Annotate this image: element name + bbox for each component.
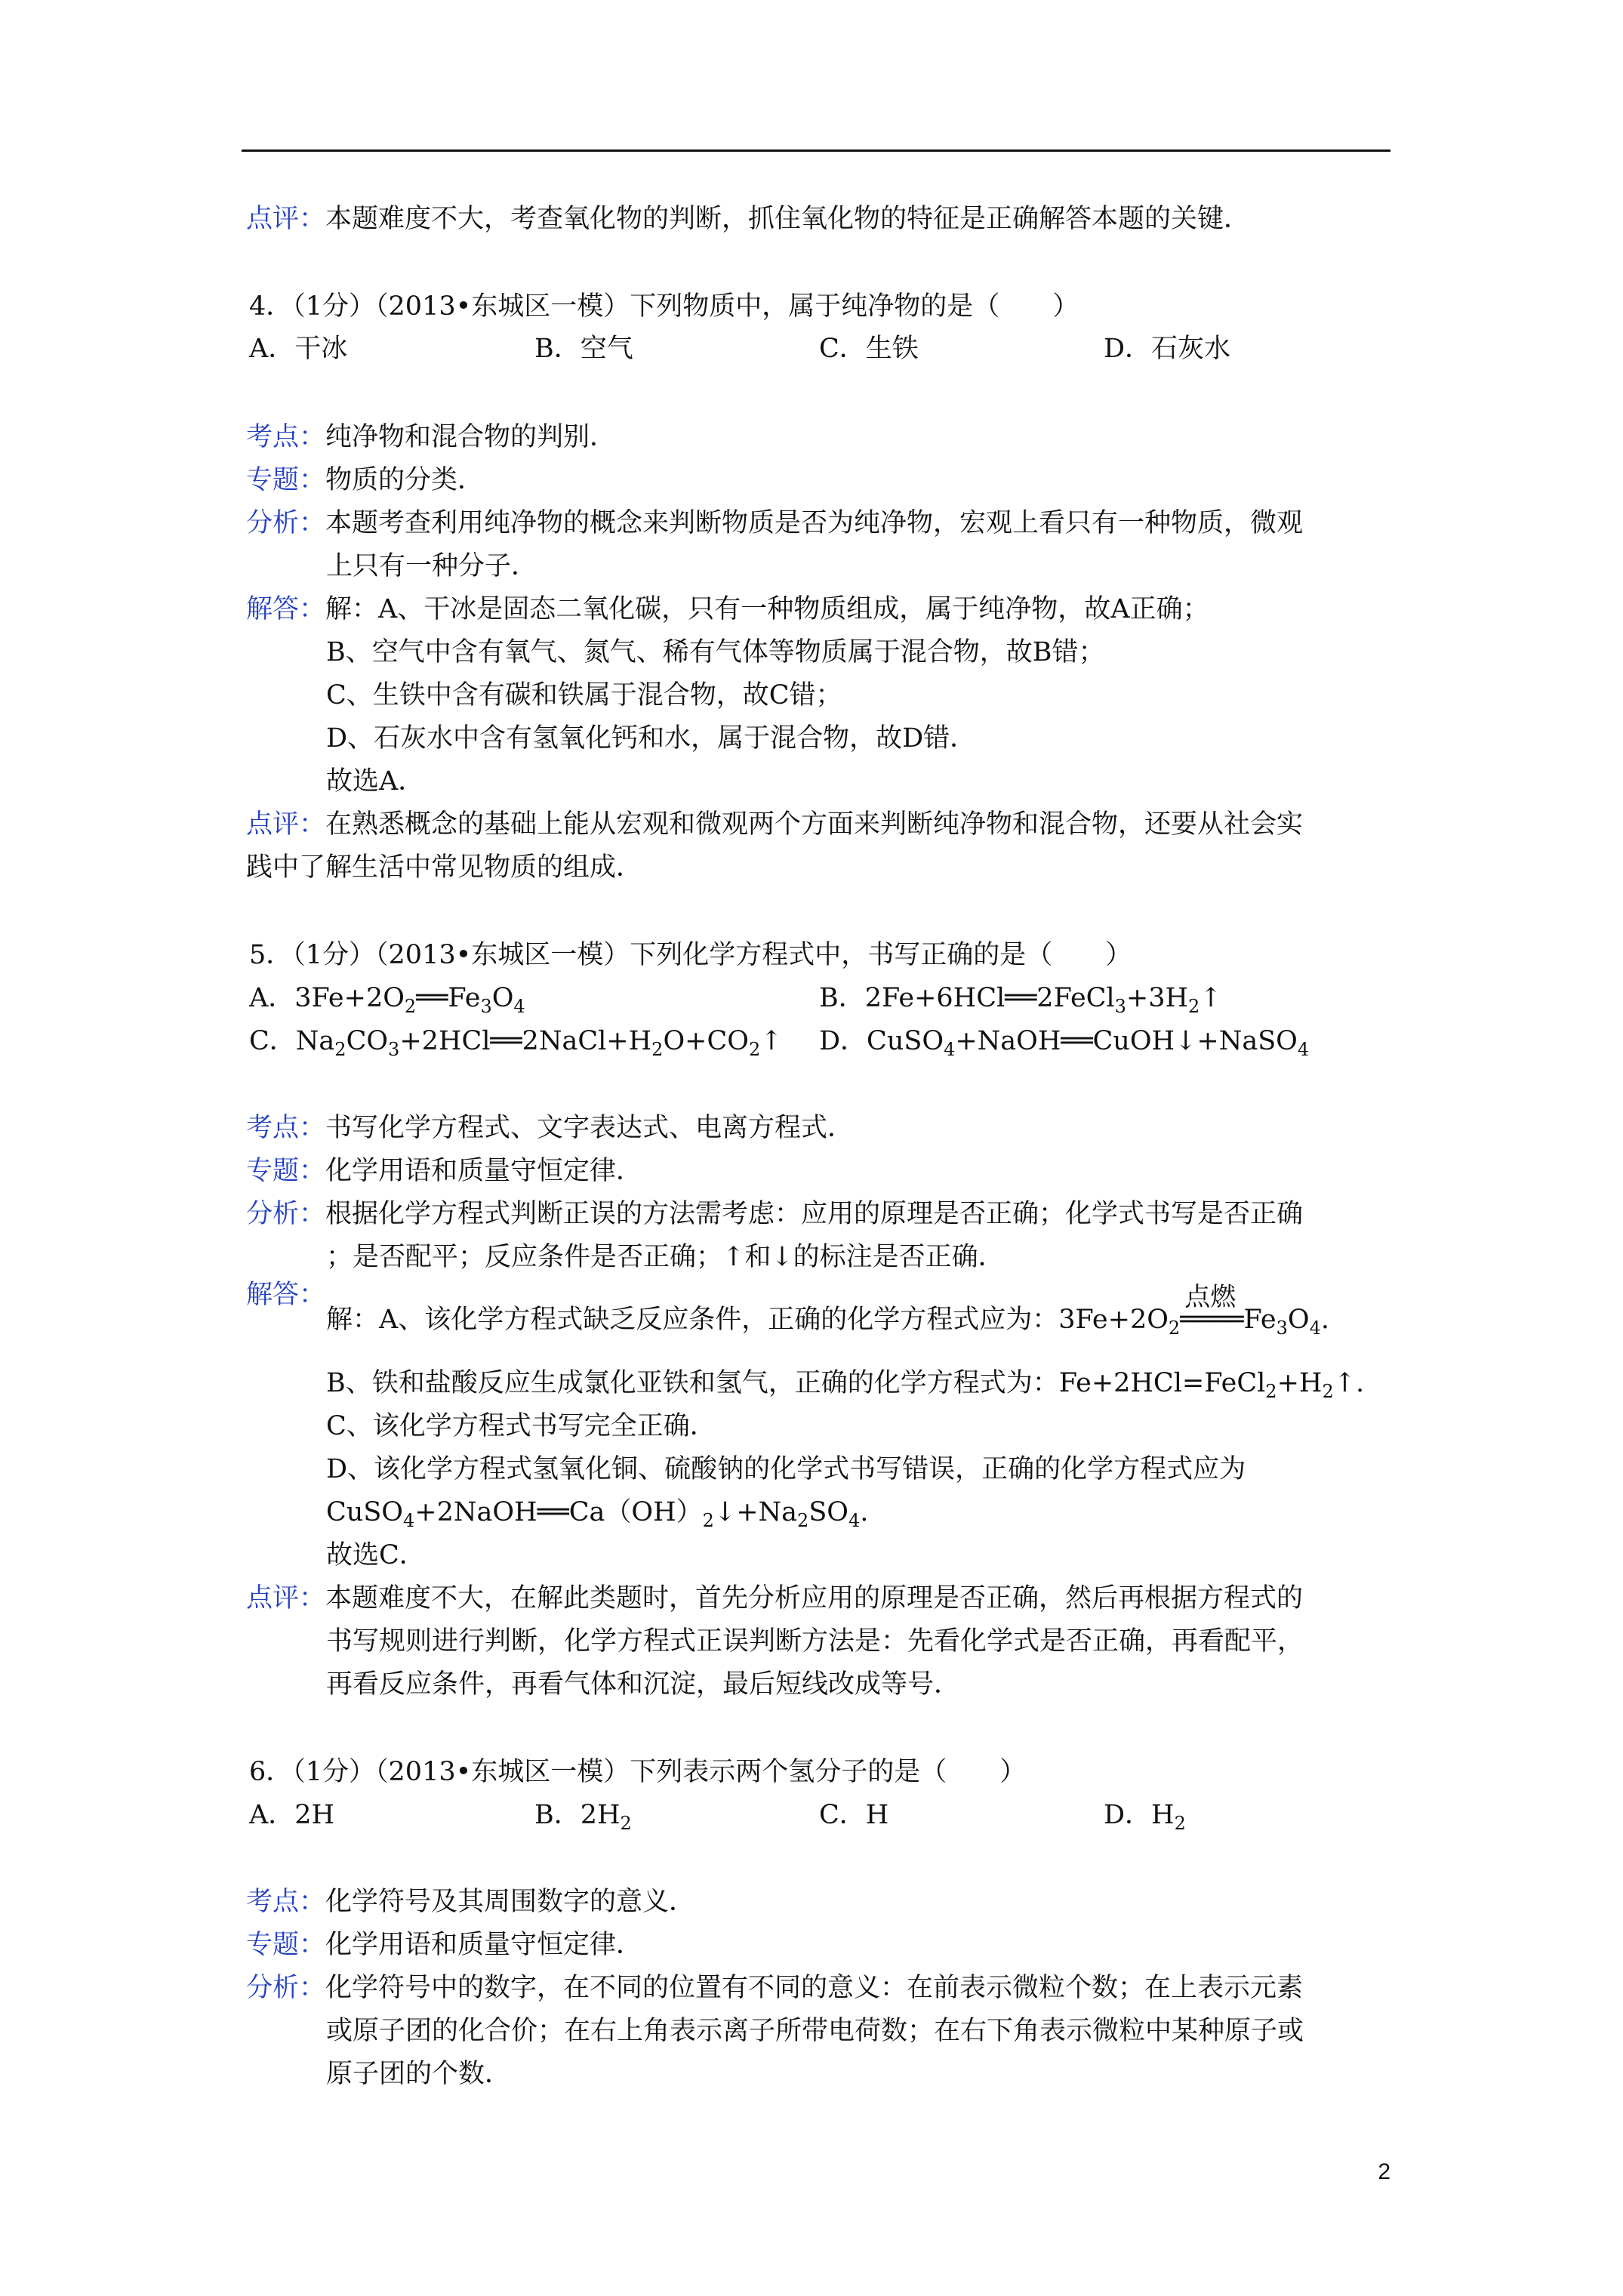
q4-dianping-line2: 践中了解生活中常见物质的组成． <box>246 852 643 883</box>
header-rule <box>242 149 1390 152</box>
q5-jieda-c: C、该化学方程式书写完全正确． <box>326 1411 716 1441</box>
q5-stem: 5．（1分）（2013•东城区一模）下列化学方程式中，书写正确的是（ ） <box>249 940 1132 970</box>
q5-dianping-line3: 再看反应条件，再看气体和沉淀，最后短线改成等号． <box>326 1669 961 1700</box>
q5-jieda-a: 解：A、该化学方程式缺乏反应条件，正确的化学方程式应为：$3Fe+2O_2$ 点燃 $════Fe_3O_4$. <box>326 1282 1329 1339</box>
q4-dianping: 点评：在熟悉概念的基础上能从宏观和微观两个方面来判断纯净物和混合物，还要从社会实 <box>246 809 1304 840</box>
q6-fenxi-line2: 或原子团的化合价；在右上角表示离子所带电荷数；在右下角表示微粒中某种原子或 <box>326 2016 1304 2046</box>
q4-fenxi-line2: 上只有一种分子． <box>326 551 538 581</box>
q5-dianping: 点评：本题难度不大，在解此类题时，首先分析应用的原理是否正确，然后再根据方程式的 <box>246 1583 1304 1613</box>
condition-label: 点燃 <box>1184 1282 1236 1312</box>
q4-jieda-c: C、生铁中含有碳和铁属于混合物，故C错； <box>326 680 842 710</box>
q4-answer: 故选A． <box>326 766 425 797</box>
q6-zhuanti: 专题：化学用语和质量守恒定律． <box>246 1930 643 1960</box>
q4-option-c: C．生铁 <box>819 334 919 364</box>
q6-option-c: C．H <box>819 1800 889 1830</box>
q6-option-b: B．$2H_2$ <box>534 1800 632 1834</box>
q4-option-d: D．石灰水 <box>1104 334 1231 364</box>
q6-fenxi: 分析：化学符号中的数字，在不同的位置有不同的意义：在前表示微粒个数；在上表示元素 <box>246 1973 1304 2003</box>
q5-answer: 故选C． <box>326 1540 426 1570</box>
q6-fenxi-line3: 原子团的个数． <box>326 2059 512 2089</box>
q4-stem: 4．（1分）（2013•东城区一模）下列物质中，属于纯净物的是（ ） <box>249 291 1079 322</box>
q5-option-d: D．CuSO$_4$+NaOH══CuOH↓+NaSO$_4$ <box>819 1026 1310 1060</box>
top-comment: 点评：本题难度不大，考查氧化物的判断，抓住氧化物的特征是正确解答本题的关键． <box>246 204 1251 234</box>
q5-dianping-line2: 书写规则进行判断，化学方程式正误判断方法是：先看化学式是否正确，再看配平， <box>326 1626 1304 1657</box>
q6-stem: 6．（1分）（2013•东城区一模）下列表示两个氢分子的是（ ） <box>249 1757 1027 1787</box>
q5-jieda-label: 解答： <box>246 1280 326 1310</box>
condition-equals: 点燃 ════ <box>1180 1282 1244 1335</box>
q6-option-d: D．$H_2$ <box>1104 1800 1186 1834</box>
q5-zhuanti: 专题：化学用语和质量守恒定律． <box>246 1156 643 1186</box>
q4-zhuanti: 专题：物质的分类． <box>246 465 485 495</box>
q5-fenxi-line2: ；是否配平；反应条件是否正确；↑和↓的标注是否正确． <box>326 1242 1005 1272</box>
q4-jieda-b: B、空气中含有氧气、氮气、稀有气体等物质属于混合物，故B错； <box>326 637 1105 667</box>
q5-jieda-d-equation: $CuSO_4+2NaOH══Ca(OH)_2↓+Na_2SO_4$. <box>326 1497 869 1531</box>
q5-jieda-d: D、该化学方程式氢氧化铜、硫酸钠的化学式书写错误，正确的化学方程式应为 <box>326 1454 1246 1484</box>
q5-fenxi: 分析：根据化学方程式判断正误的方法需考虑：应用的原理是否正确；化学式书写是否正确 <box>246 1199 1304 1229</box>
q6-kaodian: 考点：化学符号及其周围数字的意义． <box>246 1887 696 1917</box>
q4-option-a: A．干冰 <box>249 334 348 364</box>
q5-option-c: C．$Na_2CO_3+2HCl══2NaCl+H_2O+CO_2↑$ <box>249 1026 783 1060</box>
page-number: 2 <box>1378 2159 1390 2184</box>
q4-jieda: 解答：解：A、干冰是固态二氧化碳，只有一种物质组成，属于纯净物，故A正确； <box>246 594 1209 624</box>
q5-option-b: B．$2Fe+6HCl══2FeCl_3+3H_2↑$ <box>819 983 1222 1017</box>
q4-jieda-d: D、石灰水中含有氢氧化钙和水，属于混合物，故D错． <box>326 723 977 754</box>
q5-kaodian: 考点：书写化学方程式、文字表达式、电离方程式． <box>246 1113 855 1143</box>
q5-jieda-b: B、铁和盐酸反应生成氯化亚铁和氢气，正确的化学方程式为：$Fe+2HCl=FeCl_2+H_2↑$. <box>326 1368 1365 1402</box>
q4-option-b: B．空气 <box>534 334 633 364</box>
q4-kaodian: 考点：纯净物和混合物的判别． <box>246 422 617 452</box>
q4-fenxi: 分析：本题考查利用纯净物的概念来判断物质是否为纯净物，宏观上看只有一种物质，微观 <box>246 508 1304 538</box>
q6-option-a: A．2H <box>249 1800 335 1830</box>
q5-option-a: A．$3Fe+2O_2══Fe_3O_4$ <box>249 983 525 1017</box>
